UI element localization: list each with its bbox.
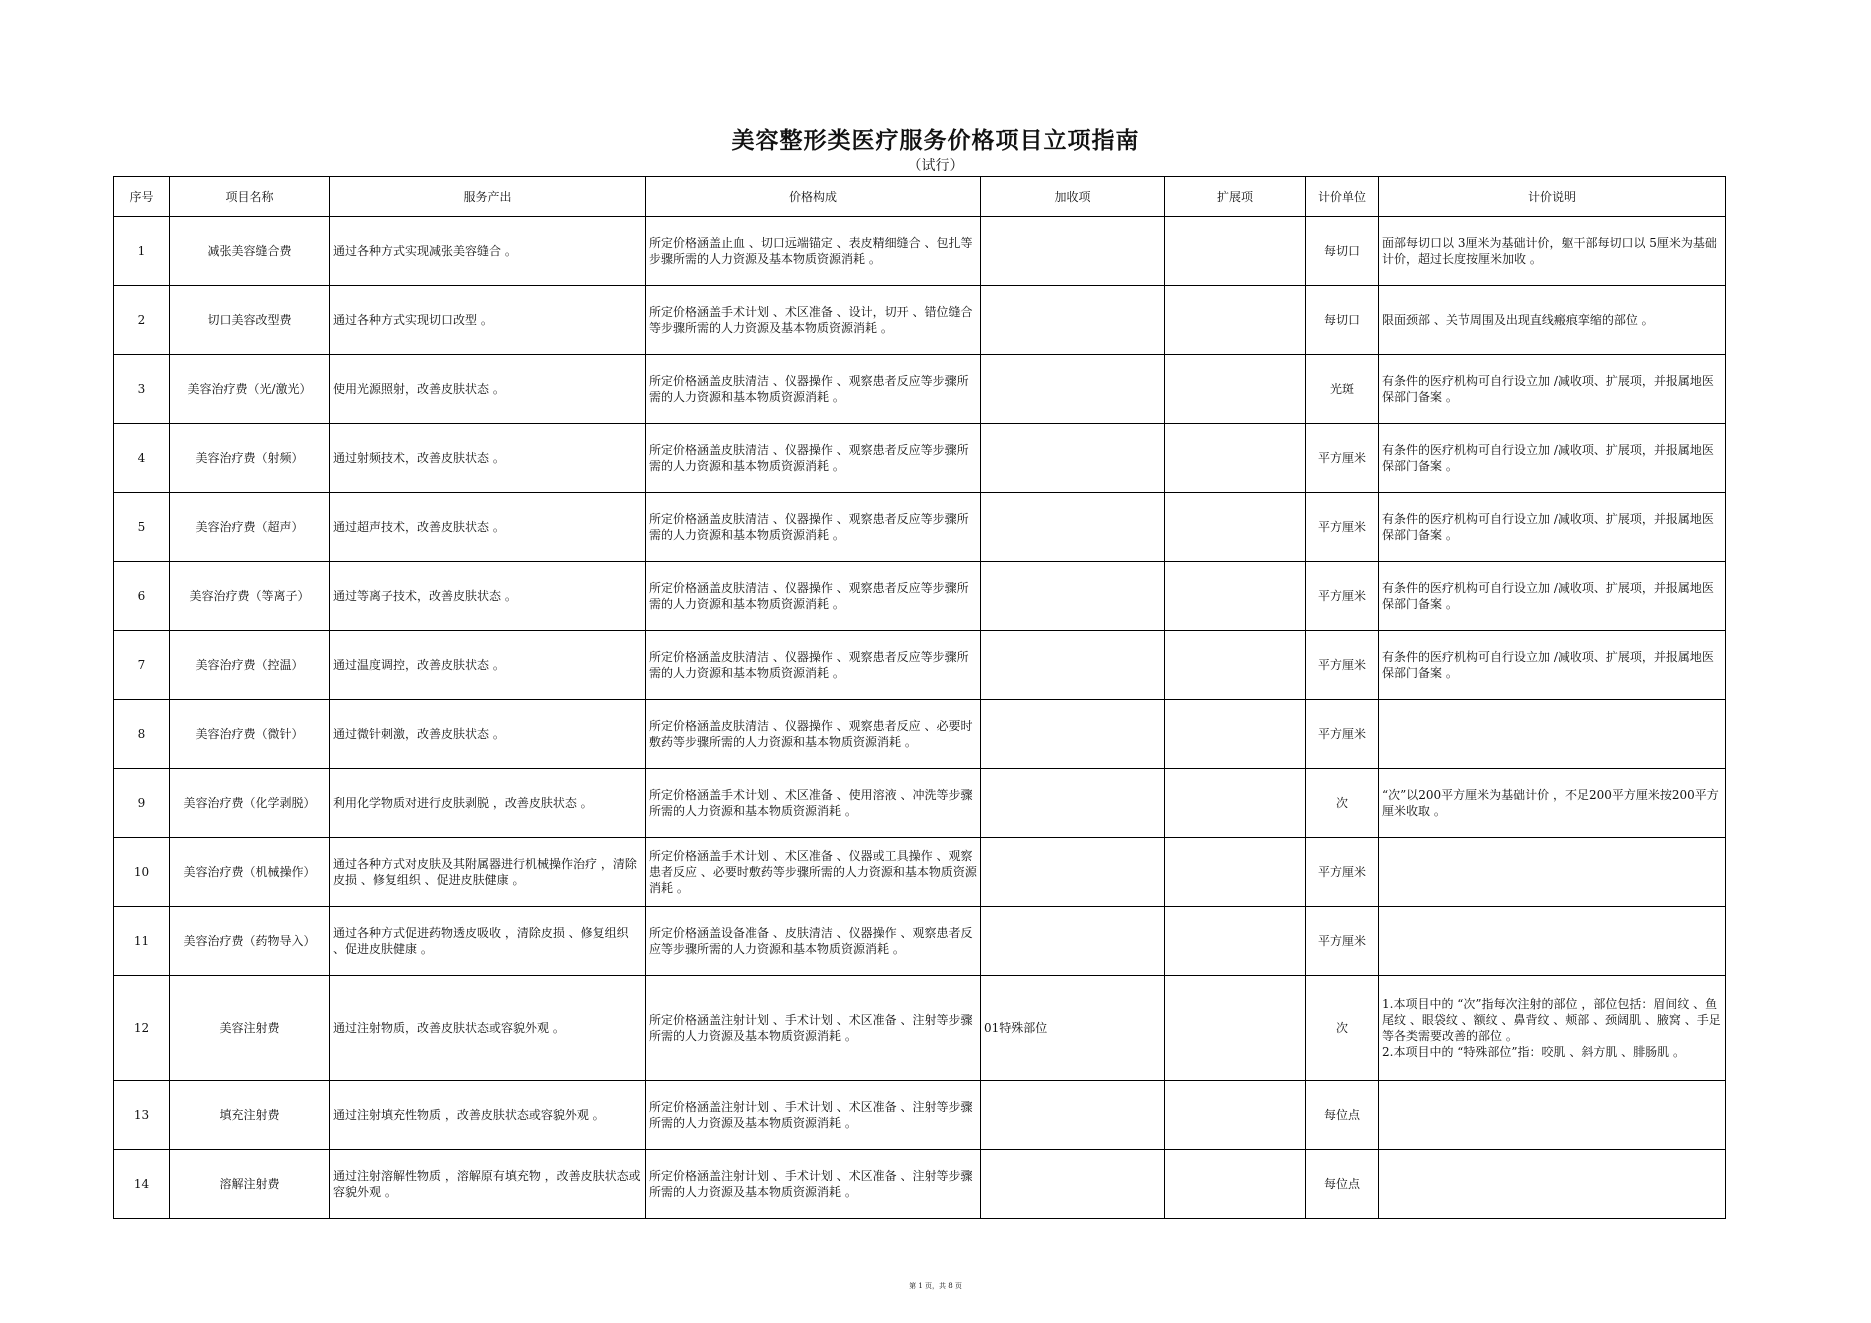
item-name-cell: 美容治疗费（微针） — [170, 700, 330, 769]
pricing-unit-cell: 每切口 — [1306, 217, 1379, 286]
row-number-cell: 4 — [114, 424, 170, 493]
pricing-unit-cell: 平方厘米 — [1306, 631, 1379, 700]
item-name-cell: 美容治疗费（化学剥脱） — [170, 769, 330, 838]
surcharge-cell — [981, 631, 1165, 700]
extension-cell — [1165, 286, 1306, 355]
surcharge-cell — [981, 1150, 1165, 1219]
pricing-unit-cell: 平方厘米 — [1306, 493, 1379, 562]
pricing-unit-cell: 平方厘米 — [1306, 424, 1379, 493]
price-composition-cell: 所定价格涵盖皮肤清洁 、仪器操作 、观察患者反应等步骤所需的人力资源和基本物质资源消耗 。 — [646, 493, 981, 562]
table-row — [114, 700, 1726, 769]
pricing-note-cell: 有条件的医疗机构可自行设立加 /减收项、扩展项，并报属地医保部门备案 。 — [1379, 562, 1726, 631]
row-number-cell: 1 — [114, 217, 170, 286]
document-subtitle: （试行） — [907, 158, 964, 174]
row-number-cell: 13 — [114, 1081, 170, 1150]
price-composition-cell: 所定价格涵盖皮肤清洁 、仪器操作 、观察患者反应等步骤所需的人力资源和基本物质资源消耗 。 — [646, 355, 981, 424]
extension-cell — [1165, 1081, 1306, 1150]
page-footer: 第 1 页，共 8 页 — [909, 1282, 962, 1290]
service-output-cell: 通过各种方式实现减张美容缝合 。 — [330, 217, 646, 286]
pricing-note-cell — [1379, 1150, 1726, 1219]
extension-cell — [1165, 1150, 1306, 1219]
header-composition: 价格构成 — [646, 177, 981, 217]
table-row — [114, 976, 1726, 1081]
table-row — [114, 1150, 1726, 1219]
extension-cell — [1165, 493, 1306, 562]
service-output-cell: 通过各种方式对皮肤及其附属器进行机械操作治疗 ，清除皮损 、修复组织 、促进皮肤健康 。 — [330, 838, 646, 907]
service-output-cell: 通过微针刺激，改善皮肤状态 。 — [330, 700, 646, 769]
row-number-cell: 9 — [114, 769, 170, 838]
pricing-note-cell — [1379, 700, 1726, 769]
surcharge-cell — [981, 700, 1165, 769]
price-composition-cell: 所定价格涵盖设备准备 、皮肤清洁 、仪器操作 、观察患者反应等步骤所需的人力资源和基本物质资源消耗 。 — [646, 907, 981, 976]
pricing-unit-cell: 每位点 — [1306, 1150, 1379, 1219]
item-name-cell: 美容治疗费（机械操作） — [170, 838, 330, 907]
document-title: 美容整形类医疗服务价格项目立项指南 — [731, 127, 1140, 154]
pricing-unit-cell: 平方厘米 — [1306, 838, 1379, 907]
surcharge-cell — [981, 424, 1165, 493]
price-composition-cell: 所定价格涵盖手术计划 、术区准备 、仪器或工具操作 、观察患者反应 、必要时敷药等步骤所需的人力资源和基本物质资源消耗 。 — [646, 838, 981, 907]
row-number-cell: 14 — [114, 1150, 170, 1219]
price-composition-cell: 所定价格涵盖手术计划 、术区准备 、设计，切开 、错位缝合等步骤所需的人力资源及基本物质资源消耗 。 — [646, 286, 981, 355]
service-output-cell: 使用光源照射，改善皮肤状态 。 — [330, 355, 646, 424]
pricing-unit-cell: 平方厘米 — [1306, 700, 1379, 769]
table-row — [114, 217, 1726, 286]
header-note: 计价说明 — [1379, 177, 1726, 217]
price-item-table — [113, 176, 1726, 1219]
header-surcharge: 加收项 — [981, 177, 1165, 217]
extension-cell — [1165, 838, 1306, 907]
surcharge-cell — [981, 493, 1165, 562]
extension-cell — [1165, 769, 1306, 838]
service-output-cell: 通过超声技术，改善皮肤状态 。 — [330, 493, 646, 562]
table-row — [114, 907, 1726, 976]
table-row — [114, 838, 1726, 907]
price-composition-cell: 所定价格涵盖注射计划 、手术计划 、术区准备 、注射等步骤所需的人力资源及基本物质资源消耗 。 — [646, 976, 981, 1081]
item-name-cell: 填充注射费 — [170, 1081, 330, 1150]
surcharge-cell — [981, 838, 1165, 907]
table-row — [114, 562, 1726, 631]
table-row — [114, 424, 1726, 493]
price-composition-cell: 所定价格涵盖手术计划 、术区准备 、使用溶液 、冲洗等步骤所需的人力资源和基本物质资源消耗 。 — [646, 769, 981, 838]
header-extension: 扩展项 — [1165, 177, 1306, 217]
row-number-cell: 8 — [114, 700, 170, 769]
extension-cell — [1165, 217, 1306, 286]
price-composition-cell: 所定价格涵盖皮肤清洁 、仪器操作 、观察患者反应等步骤所需的人力资源和基本物质资源消耗 。 — [646, 562, 981, 631]
service-output-cell: 通过各种方式促进药物透皮吸收 ，清除皮损 、修复组织 、促进皮肤健康 。 — [330, 907, 646, 976]
service-output-cell: 通过注射溶解性物质 ，溶解原有填充物 ，改善皮肤状态或容貌外观 。 — [330, 1150, 646, 1219]
header-no: 序号 — [114, 177, 170, 217]
pricing-note-cell: 有条件的医疗机构可自行设立加 /减收项、扩展项，并报属地医保部门备案 。 — [1379, 493, 1726, 562]
item-name-cell: 溶解注射费 — [170, 1150, 330, 1219]
price-composition-cell: 所定价格涵盖止血 、切口远端锚定 、表皮精细缝合 、包扎等步骤所需的人力资源及基本物质资源消耗 。 — [646, 217, 981, 286]
service-output-cell: 通过温度调控，改善皮肤状态 。 — [330, 631, 646, 700]
pricing-note-cell: 面部每切口以 3厘米为基础计价，躯干部每切口以 5厘米为基础计价，超过长度按厘米加收 。 — [1379, 217, 1726, 286]
service-output-cell: 通过注射物质，改善皮肤状态或容貌外观 。 — [330, 976, 646, 1081]
price-composition-cell: 所定价格涵盖皮肤清洁 、仪器操作 、观察患者反应等步骤所需的人力资源和基本物质资源消耗 。 — [646, 631, 981, 700]
pricing-unit-cell: 光斑 — [1306, 355, 1379, 424]
item-name-cell: 美容治疗费（超声） — [170, 493, 330, 562]
pricing-unit-cell: 每切口 — [1306, 286, 1379, 355]
service-output-cell: 通过注射填充性物质 ，改善皮肤状态或容貌外观 。 — [330, 1081, 646, 1150]
pricing-note-cell: 限面颈部 、关节周围及出现直线瘢痕挛缩的部位 。 — [1379, 286, 1726, 355]
service-output-cell: 通过射频技术，改善皮肤状态 。 — [330, 424, 646, 493]
row-number-cell: 11 — [114, 907, 170, 976]
pricing-unit-cell: 每位点 — [1306, 1081, 1379, 1150]
table-row — [114, 286, 1726, 355]
surcharge-cell — [981, 769, 1165, 838]
header-unit: 计价单位 — [1306, 177, 1379, 217]
item-name-cell: 美容治疗费（控温） — [170, 631, 330, 700]
pricing-note-cell: “次”以200平方厘米为基础计价 ，不足200平方厘米按200平方厘米收取 。 — [1379, 769, 1726, 838]
surcharge-cell: 01特殊部位 — [981, 976, 1165, 1081]
pricing-note-cell — [1379, 1081, 1726, 1150]
price-composition-cell: 所定价格涵盖注射计划 、手术计划 、术区准备 、注射等步骤所需的人力资源及基本物质资源消耗 。 — [646, 1081, 981, 1150]
pricing-note-cell — [1379, 838, 1726, 907]
pricing-unit-cell: 次 — [1306, 976, 1379, 1081]
service-output-cell: 通过等离子技术，改善皮肤状态 。 — [330, 562, 646, 631]
extension-cell — [1165, 976, 1306, 1081]
surcharge-cell — [981, 286, 1165, 355]
item-name-cell: 美容注射费 — [170, 976, 330, 1081]
extension-cell — [1165, 907, 1306, 976]
item-name-cell: 美容治疗费（药物导入） — [170, 907, 330, 976]
extension-cell — [1165, 631, 1306, 700]
surcharge-cell — [981, 907, 1165, 976]
item-name-cell: 美容治疗费（射频） — [170, 424, 330, 493]
pricing-note-cell: 有条件的医疗机构可自行设立加 /减收项、扩展项，并报属地医保部门备案 。 — [1379, 424, 1726, 493]
surcharge-cell — [981, 217, 1165, 286]
pricing-unit-cell: 平方厘米 — [1306, 562, 1379, 631]
table-row — [114, 1081, 1726, 1150]
pricing-note-cell: 有条件的医疗机构可自行设立加 /减收项、扩展项，并报属地医保部门备案 。 — [1379, 355, 1726, 424]
row-number-cell: 12 — [114, 976, 170, 1081]
surcharge-cell — [981, 562, 1165, 631]
row-number-cell: 10 — [114, 838, 170, 907]
pricing-unit-cell: 平方厘米 — [1306, 907, 1379, 976]
item-name-cell: 切口美容改型费 — [170, 286, 330, 355]
table-row — [114, 631, 1726, 700]
service-output-cell: 通过各种方式实现切口改型 。 — [330, 286, 646, 355]
extension-cell — [1165, 355, 1306, 424]
item-name-cell: 美容治疗费（等离子） — [170, 562, 330, 631]
surcharge-cell — [981, 1081, 1165, 1150]
row-number-cell: 7 — [114, 631, 170, 700]
table-row — [114, 769, 1726, 838]
item-name-cell: 美容治疗费（光/激光） — [170, 355, 330, 424]
header-output: 服务产出 — [330, 177, 646, 217]
pricing-note-cell — [1379, 907, 1726, 976]
pricing-note-cell: 有条件的医疗机构可自行设立加 /减收项、扩展项，并报属地医保部门备案 。 — [1379, 631, 1726, 700]
table-row — [114, 493, 1726, 562]
row-number-cell: 6 — [114, 562, 170, 631]
price-composition-cell: 所定价格涵盖皮肤清洁 、仪器操作 、观察患者反应 、必要时敷药等步骤所需的人力资源和基本物质资源消耗 。 — [646, 700, 981, 769]
table-header-row — [114, 177, 1726, 217]
item-name-cell: 减张美容缝合费 — [170, 217, 330, 286]
header-name: 项目名称 — [170, 177, 330, 217]
surcharge-cell — [981, 355, 1165, 424]
service-output-cell: 利用化学物质对进行皮肤剥脱 ，改善皮肤状态 。 — [330, 769, 646, 838]
extension-cell — [1165, 700, 1306, 769]
pricing-note-cell: 1.本项目中的 “次”指每次注射的部位 ，部位包括：眉间纹 、鱼尾纹 、眼袋纹 、额纹 、鼻背纹 、颊部 、颈阔肌 、腋窝 、手足等各类需要改善的部位 。 2.本项目中的 “特殊部位”指：咬肌 、斜方肌 、腓肠肌 。 — [1379, 976, 1726, 1081]
row-number-cell: 5 — [114, 493, 170, 562]
pricing-unit-cell: 次 — [1306, 769, 1379, 838]
row-number-cell: 3 — [114, 355, 170, 424]
price-composition-cell: 所定价格涵盖注射计划 、手术计划 、术区准备 、注射等步骤所需的人力资源及基本物质资源消耗 。 — [646, 1150, 981, 1219]
price-composition-cell: 所定价格涵盖皮肤清洁 、仪器操作 、观察患者反应等步骤所需的人力资源和基本物质资源消耗 。 — [646, 424, 981, 493]
extension-cell — [1165, 562, 1306, 631]
table-row — [114, 355, 1726, 424]
row-number-cell: 2 — [114, 286, 170, 355]
extension-cell — [1165, 424, 1306, 493]
